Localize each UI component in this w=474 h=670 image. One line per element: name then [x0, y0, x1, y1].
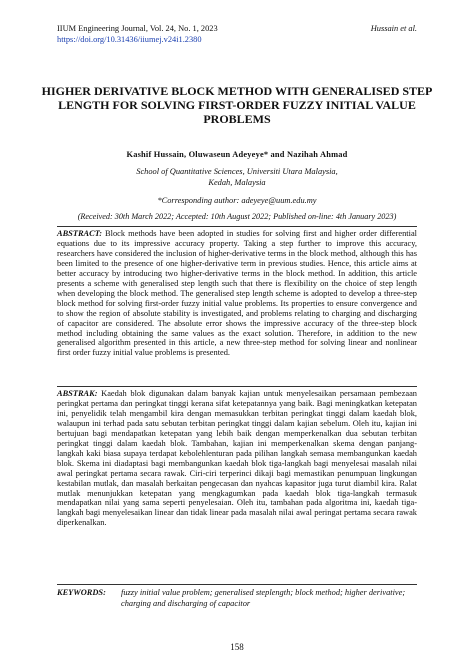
abstract-text: Block methods have been adopted in studies for solving first and higher order differential equations due to its impressive accuracy property. Taking a step further to improve this accuracy, researchers have considered the inclusion of higher-derivative terms in the block method, although this has been limited to the presence of one higher-derivative term in previous studies. Hence, this article aims at better accuracy by introducing two higher-derivative terms in the block method. In addition, this article presents a scheme with generalised step length such that there is flexibility on the choice of step length when developing the block method. The generalised step length scheme is adopted to develop a three-step block method for solving first-order fuzzy initial value problems. Its properties to ensure convergence and to show the region of absolute stability is investigated, and problems relating to charging and discharging of capacitor are considered. The absolute error shows the impressive accuracy of the three-step block method including obtaining the same values as the exact solution. Therefore, in addition to the new generalised algorithm presented in this article, a new three-step method for solving linear and nonlinear first order fuzzy initial value problems is presented.: [57, 229, 418, 358]
author-list: Kashif Hussain, Oluwaseun Adeyeye* and Nazihah Ahmad: [126, 150, 348, 159]
publication-dates: (Received: 30th March 2022; Accepted: 10th August 2022; Published on-line: 4th January 2023): [77, 212, 397, 221]
paper-title: HIGHER DERIVATIVE BLOCK METHOD WITH GENERALISED STEP LENGTH FOR SOLVING FIRST-ORDER FUZZY INITIAL VALUE PROBLEMS: [41, 84, 433, 127]
affiliation-line-1: School of Quantitative Sciences, Universiti Utara Malaysia,: [136, 167, 338, 176]
running-header: [57, 24, 417, 45]
divider-keywords: [57, 584, 417, 585]
abstract-label: ABSTRACT:: [57, 229, 102, 238]
doi-link[interactable]: https://doi.org/10.31436/iiumej.v24i1.2380: [57, 34, 202, 44]
divider-top: [57, 226, 417, 227]
running-author: Hussain et al.: [370, 24, 417, 33]
corresponding-author: *Corresponding author: adeyeye@uum.edu.my: [157, 196, 317, 205]
abstrak-label: ABSTRAK:: [57, 389, 98, 398]
abstract-english: [57, 229, 417, 358]
keywords-label: KEYWORDS:: [57, 588, 106, 597]
affiliation: [40, 166, 434, 188]
page-number: 158: [230, 642, 244, 652]
keywords: [57, 588, 417, 609]
affiliation-line-2: Kedah, Malaysia: [208, 178, 266, 187]
abstract-malay: [57, 389, 417, 528]
divider-middle: [57, 386, 417, 387]
keywords-text: fuzzy initial value problem; generalised steplength; block method; higher derivative; charging and discharging of capacitor: [121, 588, 406, 608]
abstrak-text: Kaedah blok digunakan dalam banyak kajian untuk menyelesaikan persamaan pembezaan peringkat pertama dan peringkat tinggi kerana sifat ketepatannya yang baik. Bagi meningkatkan ketepatan ini, penyelidik telah mengambil kira dengan memasukkan terbitan peringkat tinggi dalam kaedah blok, walaupun ini terhad pada satu sebutan terbitan peringkat tinggi dalam kajian sebelum. Oleh itu, kajian ini bertujuan bagi mendapatkan ketepatan yang lebih baik dengan memperkenalkan dua sebutan terbitan peringkat tinggi dalam kaedah blok. Tambahan, kajian ini memperkenalkan skema dengan panjang-langkah kaki biasa supaya terdapat kebolehlenturan pada pilihan langkah semasa membangunkan kaedah blok. Skema ini diadaptasi bagi membangunkan kaedah blok tiga-langkah bagi menyelesai masalah nilai awal peringkat pertama secara rawak. Ciri-ciri terperinci dikaji bagi memastikan penumpuan lingkungan kestabilan mutlak, dan masalah berkaitan pengecasan dan nyahcas kapasitor juga turut diambil kira. Ralat mutlak menunjukkan ketepatan yang mengkagumkan pada kaedah blok tiga-langkah termasuk mendapatkan nilai yang sama seperti penyelesaian. Oleh itu, tambahan pada algoritma ini, kaedah tiga-langkah bagi menyelesaikan linear dan tidak linear pada masalah nilai awal peringat pertama secara rawak diperkenalkan.: [57, 389, 417, 528]
journal-citation: IIUM Engineering Journal, Vol. 24, No. 1, 2023: [57, 24, 218, 33]
